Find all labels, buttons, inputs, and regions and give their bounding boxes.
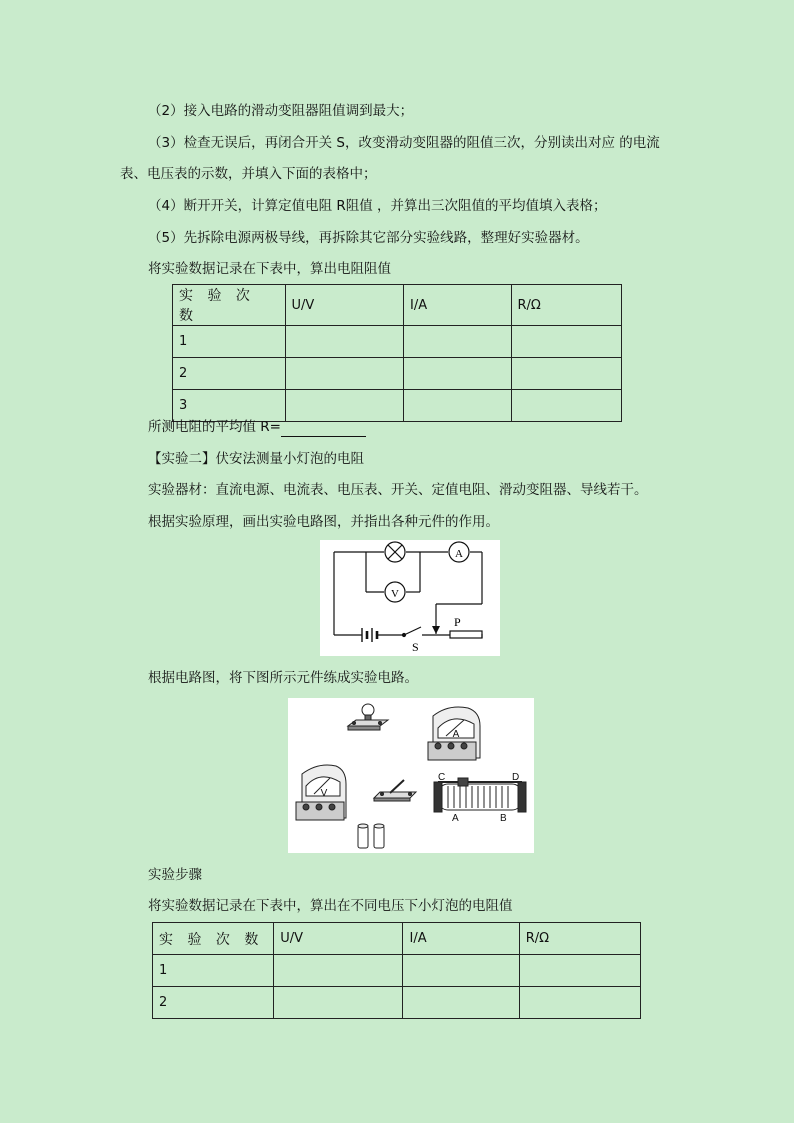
header-current: I/A — [403, 923, 519, 955]
ammeter-label: A — [455, 548, 463, 560]
resistance-cell[interactable] — [511, 390, 622, 422]
table1 — [172, 284, 622, 422]
components-figure — [288, 698, 534, 853]
components-svg — [288, 698, 534, 853]
voltmeter-device-label: V — [320, 788, 328, 799]
header-current: I/A — [403, 285, 511, 326]
voltage-cell[interactable] — [285, 326, 403, 358]
current-cell[interactable] — [403, 987, 519, 1019]
header-trial: 实 验 次 数 — [173, 285, 286, 326]
trial-number: 2 — [153, 987, 274, 1019]
step-3-cont: 表、电压表的示数，并填入下面的表格中； — [120, 166, 377, 182]
resistance-cell[interactable] — [511, 358, 622, 390]
trial-number: 1 — [173, 326, 286, 358]
step-3: （3）检查无误后，再闭合开关 S，改变滑动变阻器的阻值三次，分别读出对应 的电流 — [148, 135, 660, 151]
header-voltage: U/V — [274, 923, 403, 955]
average-resistance — [148, 417, 366, 437]
exp2-connect: 根据电路图，将下图所示元件练成实验电路。 — [148, 670, 418, 686]
header-trial: 实 验 次 数 — [153, 923, 274, 955]
header-voltage: U/V — [285, 285, 403, 326]
header-resistance: R/Ω — [511, 285, 622, 326]
terminal-b-label: B — [500, 813, 507, 824]
current-cell[interactable] — [403, 358, 511, 390]
average-label: 所测电阻的平均值 R= — [148, 419, 281, 435]
voltage-cell[interactable] — [274, 955, 403, 987]
table-row — [173, 358, 622, 390]
trial-number: 1 — [153, 955, 274, 987]
header-resistance: R/Ω — [519, 923, 640, 955]
terminal-c-label: C — [438, 772, 446, 783]
current-cell[interactable] — [403, 326, 511, 358]
trial-number: 2 — [173, 358, 286, 390]
voltmeter-label: V — [391, 588, 399, 600]
table2 — [152, 922, 641, 1019]
table-row — [153, 955, 641, 987]
voltage-cell[interactable] — [274, 987, 403, 1019]
rheostat-icon[interactable] — [434, 778, 526, 812]
resistance-cell[interactable] — [511, 326, 622, 358]
resistance-cell[interactable] — [519, 987, 640, 1019]
step-5: （5）先拆除电源两极导线，再拆除其它部分实验线路，整理好实验器材。 — [148, 230, 589, 246]
slider-label: P — [454, 615, 461, 629]
current-cell[interactable] — [403, 955, 519, 987]
table2-caption: 将实验数据记录在下表中，算出在不同电压下小灯泡的电阻值 — [148, 898, 513, 914]
trial-number: 3 — [173, 390, 286, 422]
resistance-cell[interactable] — [519, 955, 640, 987]
circuit-diagram — [320, 540, 500, 656]
average-blank[interactable] — [281, 422, 366, 437]
voltage-cell[interactable] — [285, 358, 403, 390]
table-header-row — [173, 285, 622, 326]
ammeter-device-label: A — [452, 729, 460, 740]
current-cell[interactable] — [403, 390, 511, 422]
table-header-row — [153, 923, 641, 955]
switch-label: S — [412, 640, 419, 654]
steps-title: 实验步骤 — [148, 867, 202, 883]
table-row — [153, 987, 641, 1019]
terminal-a-label: A — [452, 813, 459, 824]
bulb-icon[interactable] — [348, 704, 388, 730]
circuit-svg — [320, 540, 500, 656]
terminal-d-label: D — [512, 772, 520, 783]
exp2-principle: 根据实验原理，画出实验电路图，并指出各种元件的作用。 — [148, 514, 499, 530]
exp2-title: 【实验二】伏安法测量小灯泡的电阻 — [148, 451, 364, 467]
table-row — [173, 326, 622, 358]
table1-caption: 将实验数据记录在下表中，算出电阻阻值 — [148, 261, 391, 277]
switch-icon[interactable] — [374, 780, 416, 801]
step-2: （2）接入电路的滑动变阻器阻值调到最大； — [148, 103, 414, 119]
exp2-equipment: 实验器材：直流电源、电流表、电压表、开关、定值电阻、滑动变阻器、导线若干。 — [148, 482, 648, 498]
step-4: （4）断开开关，计算定值电阻 R阻值 ，并算出三次阻值的平均值填入表格； — [148, 198, 607, 214]
battery-icon[interactable] — [358, 824, 384, 848]
